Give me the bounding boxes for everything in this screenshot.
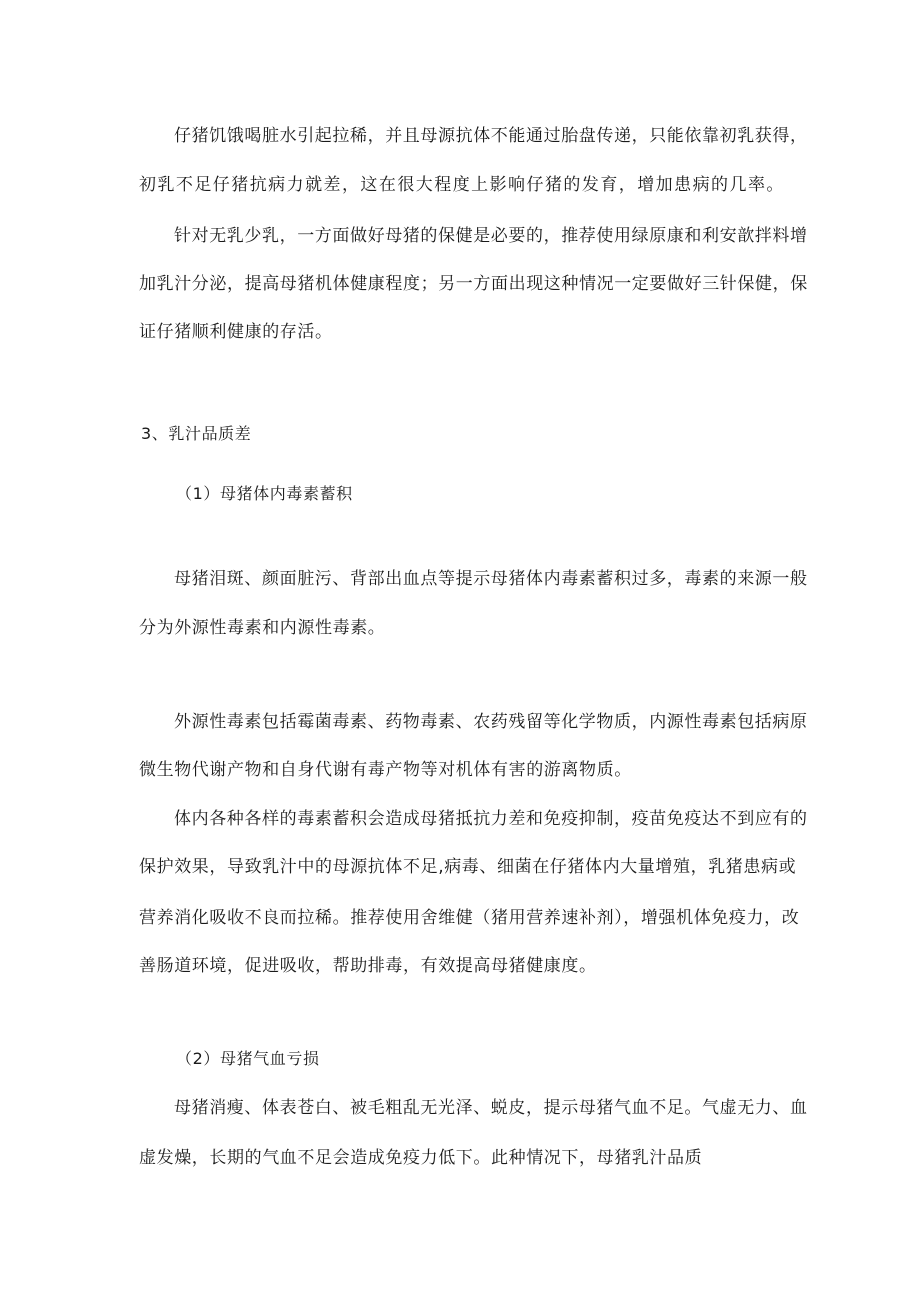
section-heading: 3、乳汁品质差 (141, 424, 252, 443)
paragraph-line: 保护效果，导致乳汁中的母源抗体不足,病毒、细菌在仔猪体内大量增殖，乳猪患病或 (139, 857, 797, 877)
paragraph-line: 初乳不足仔猪抗病力就差，这在很大程度上影响仔猪的发育，增加患病的几率。 (139, 175, 784, 195)
paragraph-line: 善肠道环境，促进吸收，帮助排毒，有效提高母猪健康度。 (139, 956, 597, 976)
paragraph-line: 分为外源性毒素和内源性毒素。 (139, 618, 386, 638)
paragraph-line: 外源性毒素包括霉菌毒素、药物毒素、农药残留等化学物质，内源性毒素包括病原 (174, 712, 808, 732)
subsection-heading: （2）母猪气血亏损 (176, 1049, 320, 1068)
paragraph-line: 营养消化吸收不良而拉稀。推荐使用舍维健（猪用营养速补剂），增强机体免疫力，改 (139, 908, 800, 928)
paragraph-line: 仔猪饥饿喝脏水引起拉稀，并且母源抗体不能通过胎盘传递，只能依靠初乳获得， (174, 126, 808, 146)
paragraph-line: 针对无乳少乳，一方面做好母猪的保健是必要的，推荐使用绿原康和利安歆拌料增 (174, 226, 808, 246)
paragraph-line: 虚发燥，长期的气血不足会造成免疫力低下。此种情况下，母猪乳汁品质 (139, 1148, 703, 1168)
subsection-heading: （1）母猪体内毒素蓄积 (176, 484, 353, 503)
paragraph-line: 加乳汁分泌，提高母猪机体健康程度；另一方面出现这种情况一定要做好三针保健，保 (139, 274, 808, 294)
paragraph-line: 微生物代谢产物和自身代谢有毒产物等对机体有害的游离物质。 (139, 760, 632, 780)
paragraph-line: 证仔猪顺利健康的存活。 (139, 322, 333, 342)
paragraph-line: 母猪消瘦、体表苍白、被毛粗乱无光泽、蜕皮，提示母猪气血不足。气虚无力、血 (174, 1098, 808, 1118)
paragraph-line: 母猪泪斑、颜面脏污、背部出血点等提示母猪体内毒素蓄积过多，毒素的来源一般 (174, 569, 808, 589)
paragraph-line: 体内各种各样的毒素蓄积会造成母猪抵抗力差和免疫抑制，疫苗免疫达不到应有的 (174, 809, 808, 829)
